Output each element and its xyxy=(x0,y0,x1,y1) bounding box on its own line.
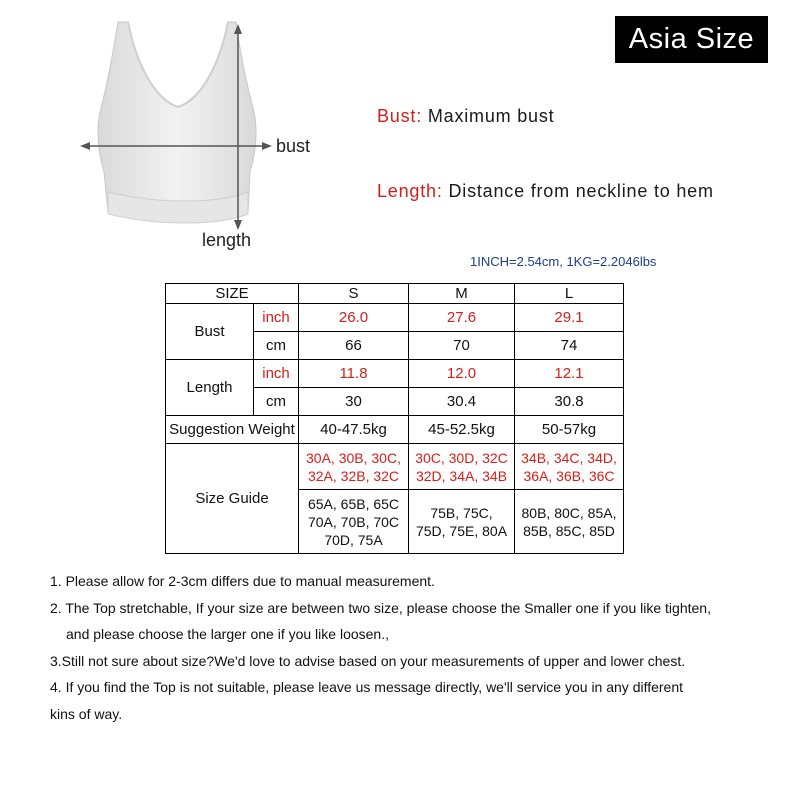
bust-cm-unit: cm xyxy=(254,332,299,360)
guide-us-s xyxy=(299,444,409,490)
length-inch-m: 12.0 xyxy=(409,360,515,388)
bust-definition xyxy=(377,106,554,127)
note-item: 2. The Top stretchable, If your size are between two size, please choose the Smaller one if you like tighten, xyxy=(50,599,711,616)
weight-m: 45-52.5kg xyxy=(409,416,515,444)
bust-inch-unit: inch xyxy=(254,304,299,332)
size-guide-label: Size Guide xyxy=(166,444,299,554)
note-item: and please choose the larger one if you like loosen., xyxy=(66,626,389,642)
length-definition xyxy=(377,181,714,202)
size-s-header: S xyxy=(299,284,409,304)
weight-row-label: Suggestion Weight xyxy=(166,416,299,444)
length-cm-s: 30 xyxy=(299,388,409,416)
table-row xyxy=(166,284,624,304)
size-header: SIZE xyxy=(166,284,299,304)
guide-line: 70D, 75A xyxy=(324,531,383,548)
guide-line: 34B, 34C, 34D, xyxy=(521,449,617,466)
guide-eu-s xyxy=(299,490,409,554)
length-inch-s: 11.8 xyxy=(299,360,409,388)
size-chart-table xyxy=(165,283,624,554)
note-item: kins of way. xyxy=(50,705,123,722)
bra-body xyxy=(98,22,256,221)
bust-inch-m: 27.6 xyxy=(409,304,515,332)
guide-line: 70A, 70B, 70C xyxy=(307,513,400,530)
length-row-label: Length xyxy=(166,360,254,416)
bust-row-label: Bust xyxy=(166,304,254,360)
weight-l: 50-57kg xyxy=(515,416,624,444)
length-cm-l: 30.8 xyxy=(515,388,624,416)
guide-us-m xyxy=(409,444,515,490)
bust-definition-key: Bust: xyxy=(377,106,423,126)
bust-cm-m: 70 xyxy=(409,332,515,360)
guide-line: 80B, 80C, 85A, xyxy=(521,504,617,521)
note-item: 3.Still not sure about size?We'd love to advise based on your measurements of upper and lower chest. xyxy=(50,652,686,669)
guide-eu-m xyxy=(409,490,515,554)
guide-line: 32A, 32B, 32C xyxy=(307,467,400,484)
bust-inch-l: 29.1 xyxy=(515,304,624,332)
length-cm-m: 30.4 xyxy=(409,388,515,416)
table-row xyxy=(166,304,624,332)
guide-us-l xyxy=(515,444,624,490)
guide-line: 75D, 75E, 80A xyxy=(415,522,508,539)
size-m-header: M xyxy=(409,284,515,304)
table-row xyxy=(166,360,624,388)
length-definition-text: Distance from neckline to hem xyxy=(448,181,714,201)
bust-definition-text: Maximum bust xyxy=(427,106,555,126)
bust-cm-s: 66 xyxy=(299,332,409,360)
note-item: 4. If you find the Top is not suitable, please leave us message directly, we'll service you in any different xyxy=(50,679,684,695)
length-inch-unit: inch xyxy=(254,360,299,388)
bust-cm-l: 74 xyxy=(515,332,624,360)
guide-line: 75B, 75C, xyxy=(430,504,493,521)
weight-s: 40-47.5kg xyxy=(299,416,409,444)
unit-conversion-note: 1INCH=2.54cm, 1KG=2.2046lbs xyxy=(470,254,657,269)
size-l-header: L xyxy=(515,284,624,304)
asia-size-badge: Asia Size xyxy=(615,16,768,63)
length-inch-l: 12.1 xyxy=(515,360,624,388)
table-row xyxy=(166,444,624,490)
guide-line: 30C, 30D, 32C xyxy=(415,449,508,466)
guide-line: 65A, 65B, 65C xyxy=(307,495,400,512)
length-cm-unit: cm xyxy=(254,388,299,416)
sizing-notes xyxy=(50,568,780,727)
bust-figure-label: bust xyxy=(276,136,311,156)
guide-line: 85B, 85C, 85D xyxy=(523,522,615,539)
guide-line: 36A, 36B, 36C xyxy=(523,467,615,484)
table-row xyxy=(166,416,624,444)
guide-line: 30A, 30B, 30C, xyxy=(306,449,401,466)
length-figure-label: length xyxy=(202,230,252,250)
bust-inch-s: 26.0 xyxy=(299,304,409,332)
note-item: 1. Please allow for 2-3cm differs due to manual measurement. xyxy=(50,573,435,589)
guide-line: 32D, 34A, 34B xyxy=(415,467,508,484)
length-definition-key: Length: xyxy=(377,181,443,201)
guide-eu-l xyxy=(515,490,624,554)
